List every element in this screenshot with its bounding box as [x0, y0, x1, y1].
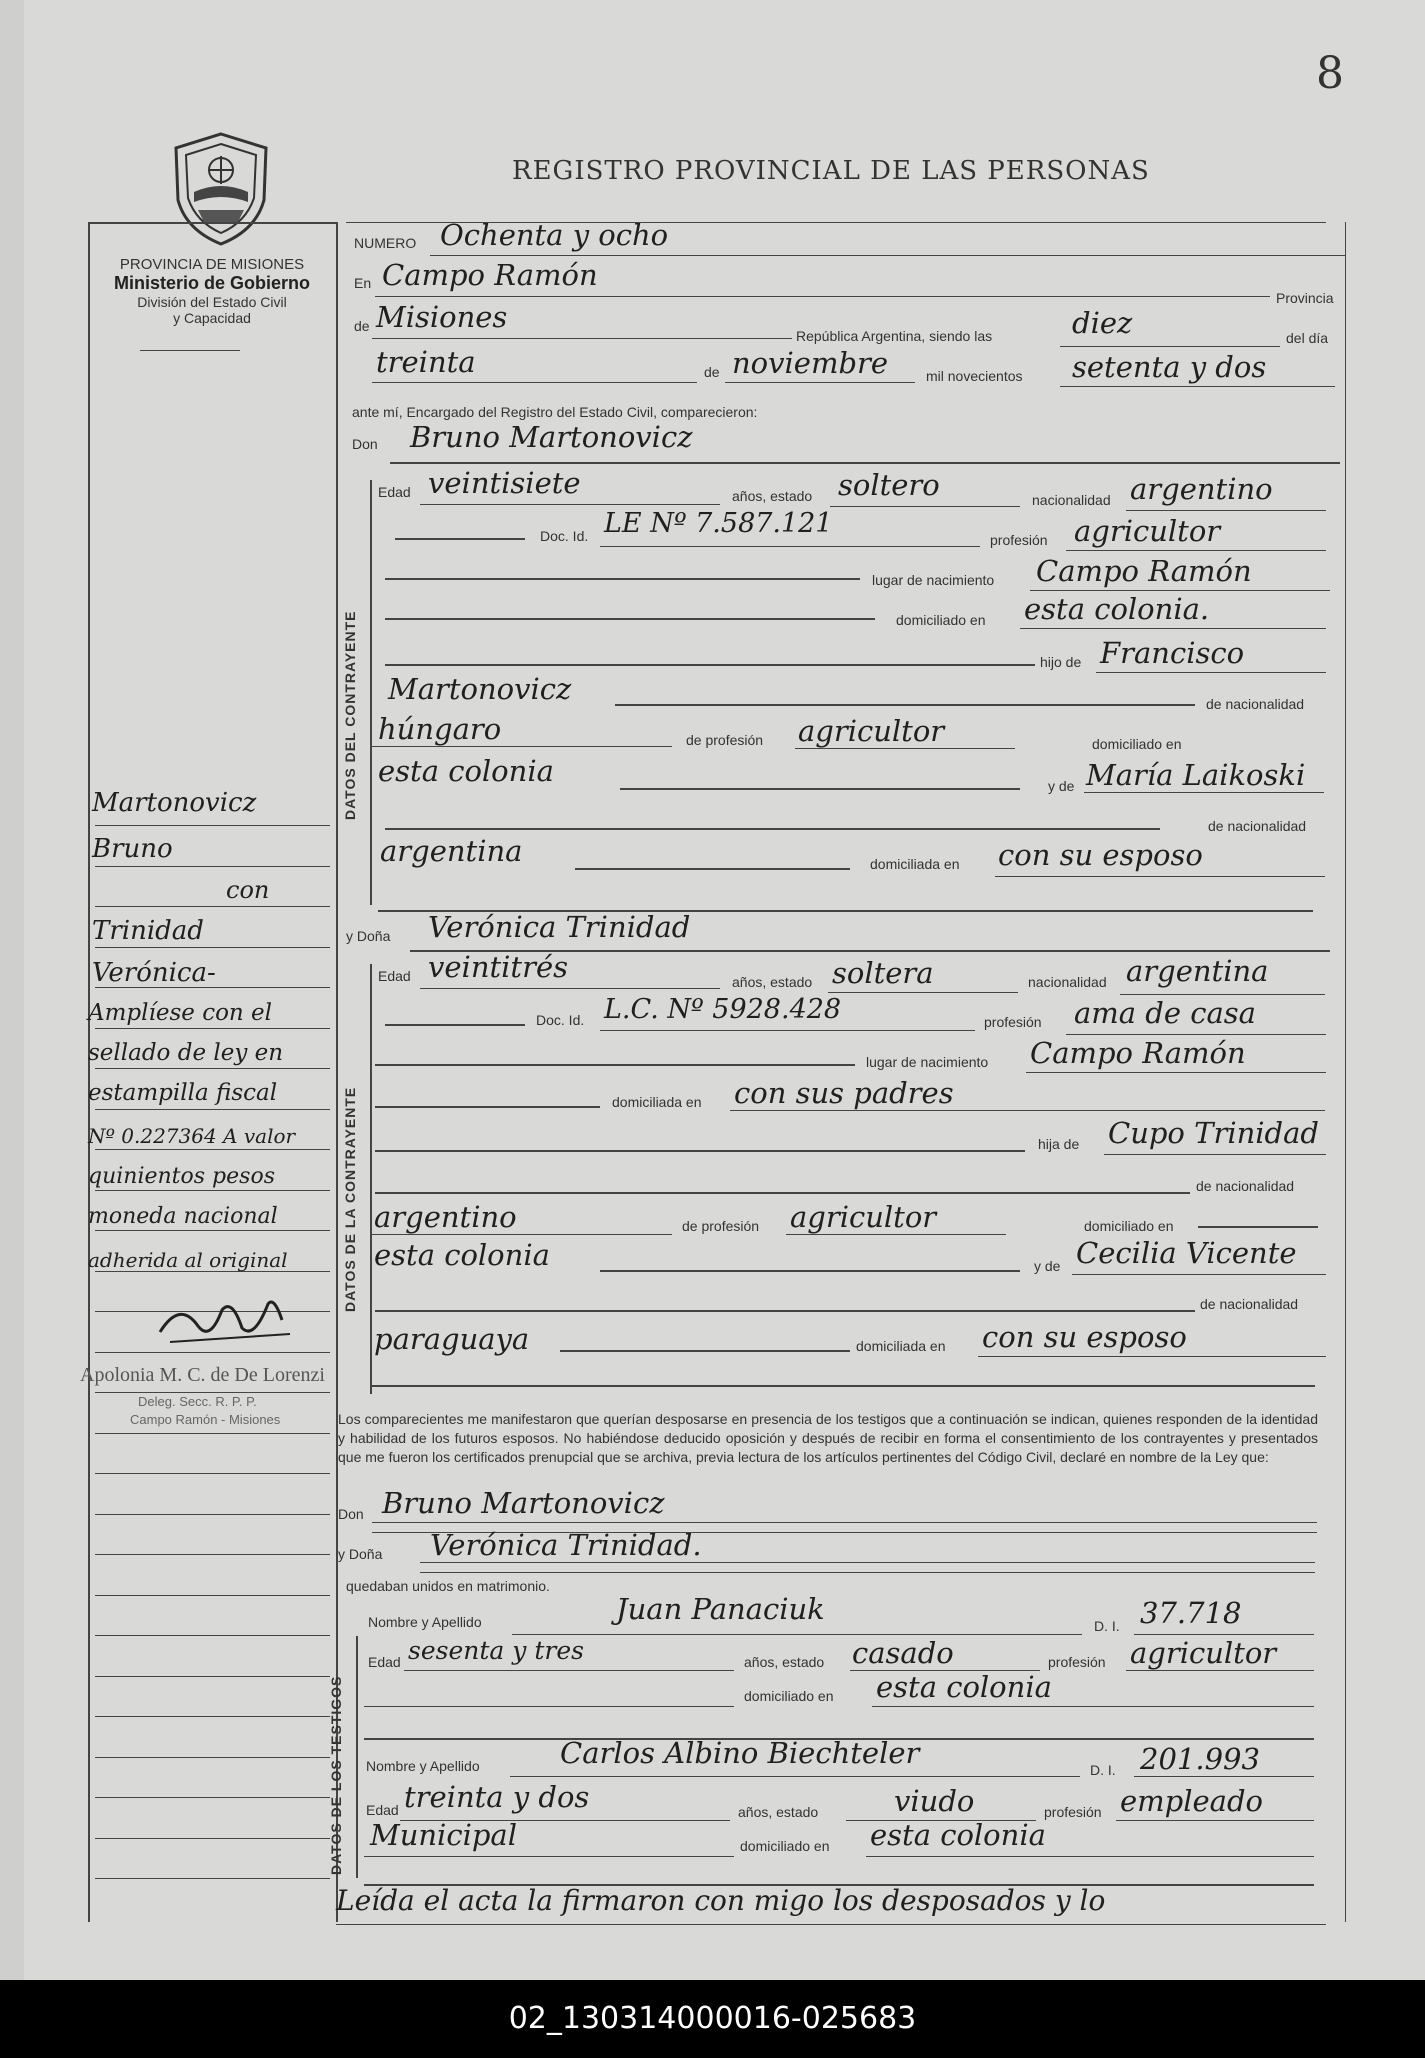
de-value: Misiones [376, 300, 508, 334]
bride-profesion-label: profesión [984, 1014, 1042, 1030]
bride-padre-dom-value: esta colonia [374, 1238, 550, 1272]
groom-padre-apellido: Martonovicz [388, 672, 572, 706]
bride-madre-dom-value: con su esposo [982, 1320, 1187, 1354]
bride-doc-value: L.C. Nº 5928.428 [604, 994, 842, 1025]
w2-anos-label: años, estado [738, 1804, 819, 1820]
w2-estado-value: viudo [894, 1784, 975, 1818]
groom-lugar-label: lugar de nacimiento [872, 572, 995, 588]
w1-edad-label: Edad [368, 1654, 401, 1670]
groom-domicilio-value: esta colonia. [1024, 592, 1210, 626]
w1-edad-value: sesenta y tres [408, 1636, 584, 1665]
ante-mi-text: ante mí, Encargado del Registro del Estado Civil, comparecieron: [352, 404, 758, 420]
margin-note-line-6: Amplíese con el [88, 1000, 273, 1026]
groom-hijo-label: hijo de [1040, 654, 1082, 670]
bride-domicilio-label: domiciliada en [612, 1094, 702, 1110]
margin-stamp-line-2: Campo Ramón - Misiones [130, 1412, 281, 1427]
bride-domicilio-value: con sus padres [734, 1076, 954, 1110]
groom-profesion-value: agricultor [1074, 514, 1221, 548]
margin-signature-stamp: Apolonia M. C. de De Lorenzi [80, 1364, 325, 1386]
groom-nacionalidad-label: nacionalidad [1032, 492, 1111, 508]
bride-section-label: DATOS DE LA CONTRAYENTE [342, 1086, 358, 1312]
w1-dom-value: esta colonia [876, 1670, 1052, 1704]
ministry-name: Ministerio de Gobierno [113, 273, 310, 293]
w2-profesion-value: empleado [1120, 1784, 1263, 1818]
margin-note-line-7: sellado de ley en [88, 1040, 284, 1066]
w1-anos-label: años, estado [744, 1654, 825, 1670]
hora-value: diez [1072, 306, 1133, 340]
w1-nombre-label: Nombre y Apellido [368, 1614, 482, 1630]
w1-di-label: D. I. [1094, 1618, 1120, 1634]
margin-note-line-4: Trinidad [92, 916, 204, 946]
don-value: Bruno Martonovicz [410, 420, 693, 454]
margin-note-line-11: moneda nacional [88, 1204, 278, 1229]
groom-edad-value: veintisiete [428, 466, 581, 500]
bride-padre-value: Cupo Trinidad [1108, 1116, 1319, 1150]
margin-note-line-2: Bruno [92, 834, 173, 864]
bride-madre-dom-label: domiciliada en [856, 1338, 946, 1354]
groom-padre-prof-value: agricultor [798, 714, 945, 748]
bride-padre-dom-label: domiciliado en [1084, 1218, 1174, 1234]
document-title: REGISTRO PROVINCIAL DE LAS PERSONAS [512, 156, 1150, 186]
w1-dom-label: domiciliado en [744, 1688, 834, 1704]
mes-value: noviembre [732, 346, 889, 380]
w2-edad-value: treinta y dos [404, 1780, 590, 1814]
groom-madre-dom-label: domiciliada en [870, 856, 960, 872]
margin-note-line-10: quinientos pesos [88, 1164, 275, 1189]
w1-di-value: 37.718 [1140, 1596, 1242, 1630]
groom-padre-prof-label: de profesión [686, 732, 764, 748]
groom-madre-nac-value: argentina [380, 834, 523, 868]
w1-profesion-label: profesión [1048, 1654, 1106, 1670]
bride-padre-nac-label: de nacionalidad [1196, 1178, 1295, 1194]
bride-dona-value: Verónica Trinidad [428, 910, 691, 944]
bride-nacionalidad-label: nacionalidad [1028, 974, 1107, 990]
groom-nacionalidad-value: argentino [1130, 472, 1273, 506]
en-value: Campo Ramón [382, 258, 598, 292]
bride-padre-prof-label: de profesión [682, 1218, 760, 1234]
bride-madre-nac-label: de nacionalidad [1200, 1296, 1299, 1312]
mil-label: mil novecientos [926, 368, 1023, 384]
margin-note-line-8: estampilla fiscal [88, 1080, 278, 1106]
closing-text: Leída el acta la firmaron con migo los desposados y lo [336, 1884, 1106, 1917]
groom-section-label: DATOS DEL CONTRAYENTE [342, 610, 358, 820]
w2-di-value: 201.993 [1140, 1742, 1260, 1776]
groom-padre-dom-label: domiciliado en [1092, 736, 1182, 752]
province-name: PROVINCIA DE MISIONES [119, 256, 305, 273]
coat-of-arms-seal [166, 130, 276, 252]
bride-padre-prof-value: agricultor [790, 1200, 937, 1234]
groom-padre-nac-value: húngaro [378, 712, 502, 746]
provincia-label: Provincia [1276, 290, 1334, 306]
witnesses-section-label: DATOS DE LOS TESTIGOS [328, 1675, 344, 1875]
don-label: Don [352, 436, 378, 452]
del-dia-label: del día [1286, 330, 1329, 346]
numero-label: NUMERO [354, 235, 417, 251]
division-line-1: División del Estado Civil [137, 294, 287, 310]
groom-edad-label: Edad [378, 484, 411, 500]
w2-dom-label: domiciliado en [740, 1838, 830, 1854]
w1-profesion-value: agricultor [1130, 1636, 1277, 1670]
bride-estado-value: soltera [832, 956, 934, 990]
bride-edad-value: veintitrés [428, 950, 568, 984]
w2-di-label: D. I. [1090, 1762, 1116, 1778]
w1-nombre-value: Juan Panaciuk [616, 1592, 825, 1626]
archive-reference: 02_130314000016-025683 [0, 1980, 1425, 2058]
declaration-don-value: Bruno Martonovicz [382, 1486, 665, 1520]
groom-madre-nac-label: de nacionalidad [1208, 818, 1307, 834]
w2-nombre-value: Carlos Albino Biechteler [560, 1736, 920, 1770]
groom-madre-value: María Laikoski [1086, 758, 1306, 792]
groom-madre-dom-value: con su esposo [998, 838, 1203, 872]
bride-nacionalidad-value: argentina [1126, 954, 1269, 988]
bride-anos-label: años, estado [732, 974, 813, 990]
margin-note-line-9: Nº 0.227364 A valor [88, 1124, 296, 1148]
division-line-2: y Capacidad [173, 310, 251, 326]
bride-lugar-value: Campo Ramón [1030, 1036, 1246, 1070]
bride-madre-nac-value: paraguaya [374, 1322, 530, 1356]
margin-note-line-5: Verónica- [92, 958, 216, 988]
groom-profesion-label: profesión [990, 532, 1048, 548]
w1-estado-value: casado [852, 1636, 954, 1670]
margin-signature-scribble [150, 1290, 300, 1354]
declaration-don-label: Don [338, 1506, 364, 1522]
groom-anos-label: años, estado [732, 488, 813, 504]
page-number: 8 [1316, 48, 1344, 99]
w2-profesion-label: profesión [1044, 1804, 1102, 1820]
de-mes-label: de [704, 364, 720, 380]
w2-nombre-label: Nombre y Apellido [366, 1758, 480, 1774]
bride-y-de-label: y de [1034, 1258, 1061, 1274]
en-label: En [354, 275, 372, 291]
declaration-dona-value: Verónica Trinidad. [430, 1528, 702, 1562]
groom-lugar-value: Campo Ramón [1036, 554, 1252, 588]
binding-edge [0, 0, 24, 1980]
margin-stamp-line-1: Deleg. Secc. R. P. P. [138, 1394, 257, 1409]
bride-edad-label: Edad [378, 968, 411, 984]
groom-doc-value: LE Nº 7.587.121 [604, 508, 833, 539]
margin-note-line-1: Martonovicz [92, 788, 257, 818]
margin-note-line-12: adherida al original [88, 1248, 288, 1272]
bride-madre-value: Cecilia Vicente [1076, 1236, 1297, 1270]
bride-hija-label: hija de [1038, 1136, 1080, 1152]
margin-note-line-3: con [226, 876, 270, 904]
w2-dom-value: esta colonia [870, 1818, 1046, 1852]
de-label: de [354, 318, 370, 334]
groom-domicilio-label: domiciliado en [896, 612, 986, 628]
bride-doc-label: Doc. Id. [536, 1012, 585, 1028]
declaration-paragraph: Los comparecientes me manifestaron que querían desposarse en presencia de los testigos que a continuación se indican, quienes responden de la identidad y habilidad de los futuros esposos. No habiéndose deducido oposición y después de recibir en forma el consentimiento de los contrayentes y presentados que me fueron los certificados prenupcial que se archiva, previa lectura de los artículos pertinentes del Código Civil, declaré en nombre de la Ley que: [338, 1411, 1318, 1465]
bride-profesion-value: ama de casa [1074, 996, 1256, 1030]
anio-value: setenta y dos [1072, 350, 1267, 384]
numero-value: Ochenta y ocho [440, 218, 669, 252]
bride-dona-label: y Doña [346, 928, 391, 944]
bride-lugar-label: lugar de nacimiento [866, 1054, 989, 1070]
dia-value: treinta [376, 345, 476, 379]
groom-padre-value: Francisco [1100, 636, 1245, 670]
w2-prof-continued: Municipal [370, 1818, 517, 1852]
groom-estado-value: soltero [838, 468, 940, 502]
bride-padre-nac-value: argentino [374, 1200, 517, 1234]
groom-padre-nac-label: de nacionalidad [1206, 696, 1305, 712]
groom-padre-dom-value: esta colonia [378, 754, 554, 788]
republica-label: República Argentina, siendo las [796, 328, 993, 344]
issuing-authority [88, 256, 336, 326]
declaration-dona-label: y Doña [338, 1546, 383, 1562]
groom-doc-label: Doc. Id. [540, 528, 589, 544]
groom-y-de-label: y de [1048, 778, 1075, 794]
w2-edad-label: Edad [366, 1802, 399, 1818]
declaration-quedaban: quedaban unidos en matrimonio. [346, 1578, 550, 1594]
